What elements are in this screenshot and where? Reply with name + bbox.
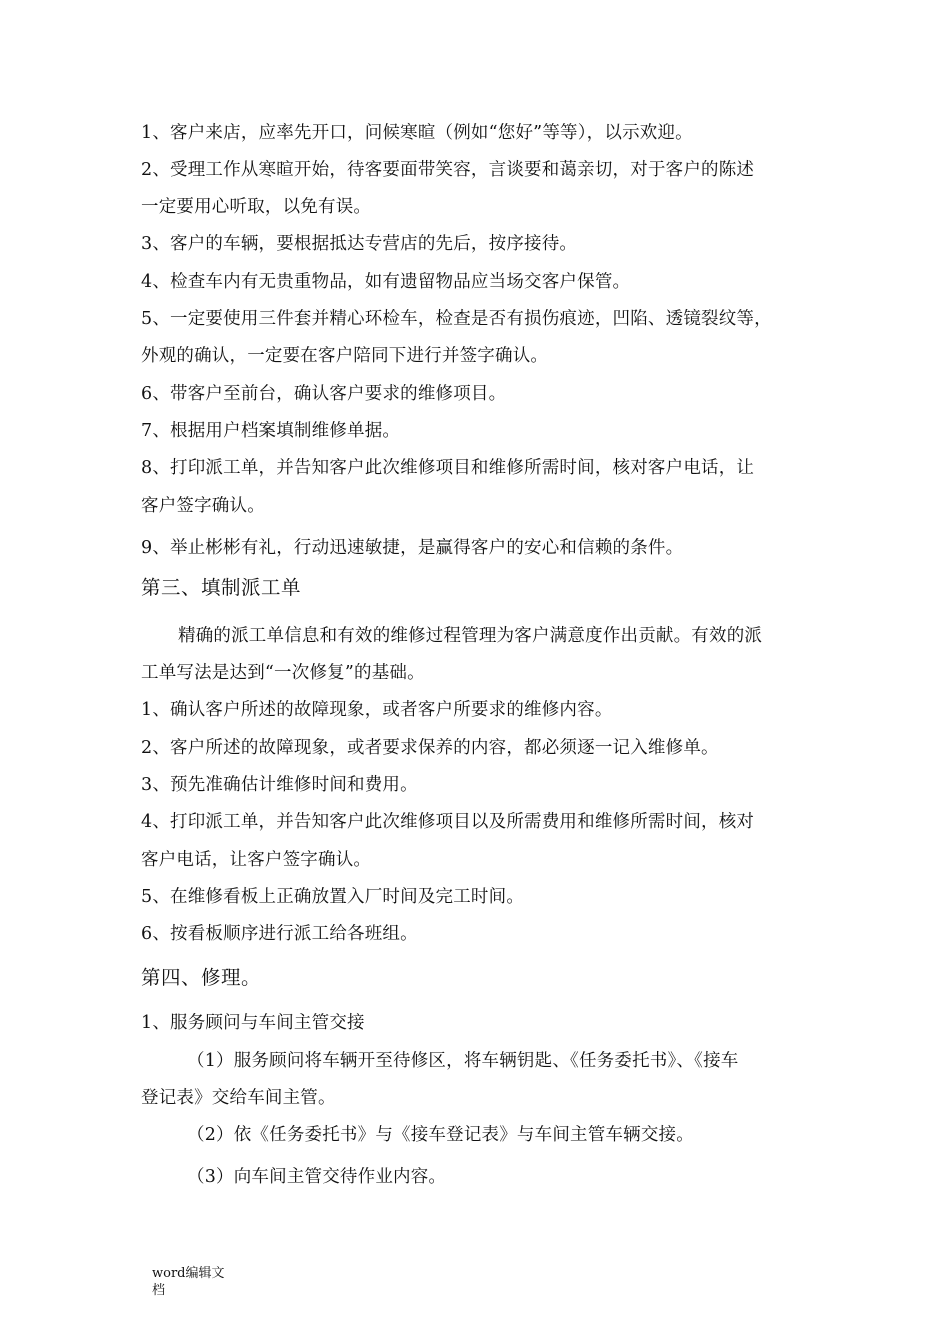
paragraph-line: 精确的派工单信息和有效的维修过程管理为客户满意度作出贡献。有效的派: [178, 626, 763, 646]
paragraph-line: 1、确认客户所述的故障现象，或者客户所要求的维修内容。: [141, 700, 613, 720]
paragraph-line: 2、受理工作从寒暄开始，待客要面带笑容，言谈要和蔼亲切，对于客户的陈述: [141, 160, 755, 180]
footer-text: 档: [152, 1283, 166, 1298]
paragraph-line: 5、一定要使用三件套并精心环检车，检查是否有损伤痕迹，凹陷、透镜裂纹等，: [141, 309, 772, 329]
paragraph-line: 4、打印派工单，并告知客户此次维修项目以及所需费用和维修所需时间，核对: [141, 812, 755, 832]
paragraph-line: （2）依《任务委托书》与《接车登记表》与车间主管车辆交接。: [187, 1125, 694, 1145]
section-heading: 第三、填制派工单: [141, 576, 302, 599]
paragraph-line: 4、检查车内有无贵重物品，如有遗留物品应当场交客户保管。: [141, 272, 631, 292]
paragraph-line: 一定要用心听取，以免有误。: [141, 197, 372, 217]
paragraph-line: 3、预先准确估计维修时间和费用。: [141, 775, 418, 795]
paragraph-line: 6、按看板顺序进行派工给各班组。: [141, 924, 418, 944]
paragraph-line: （1）服务顾问将车辆开至待修区，将车辆钥匙、《任务委托书》、《接车: [187, 1051, 739, 1071]
paragraph-line: 工单写法是达到“一次修复”的基础。: [141, 663, 425, 683]
paragraph-line: 7、根据用户档案填制维修单据。: [141, 421, 401, 441]
paragraph-line: 9、举止彬彬有礼，行动迅速敏捷，是赢得客户的安心和信赖的条件。: [141, 538, 684, 558]
paragraph-line: 外观的确认，一定要在客户陪同下进行并签字确认。: [141, 346, 549, 366]
paragraph-line: 客户电话，让客户签字确认。: [141, 850, 372, 870]
paragraph-line: 1、服务顾问与车间主管交接: [141, 1013, 365, 1033]
section-heading: 第四、修理。: [141, 966, 262, 989]
paragraph-line: 2、客户所述的故障现象，或者要求保养的内容，都必须逐一记入维修单。: [141, 738, 719, 758]
paragraph-line: 5、在维修看板上正确放置入厂时间及完工时间。: [141, 887, 525, 907]
paragraph-line: 客户签字确认。: [141, 496, 265, 516]
paragraph-line: 8、打印派工单，并告知客户此次维修项目和维修所需时间，核对客户电话，让: [141, 458, 755, 478]
paragraph-line: 1、客户来店，应率先开口，问候寒暄（例如“您好”等等），以示欢迎。: [141, 123, 693, 143]
footer-text: word编辑文: [152, 1266, 225, 1281]
paragraph-line: 登记表》交给车间主管。: [141, 1088, 336, 1108]
paragraph-line: 3、客户的车辆，要根据抵达专营店的先后，按序接待。: [141, 234, 578, 254]
paragraph-line: 6、带客户至前台，确认客户要求的维修项目。: [141, 384, 507, 404]
paragraph-line: （3）向车间主管交待作业内容。: [187, 1167, 447, 1187]
